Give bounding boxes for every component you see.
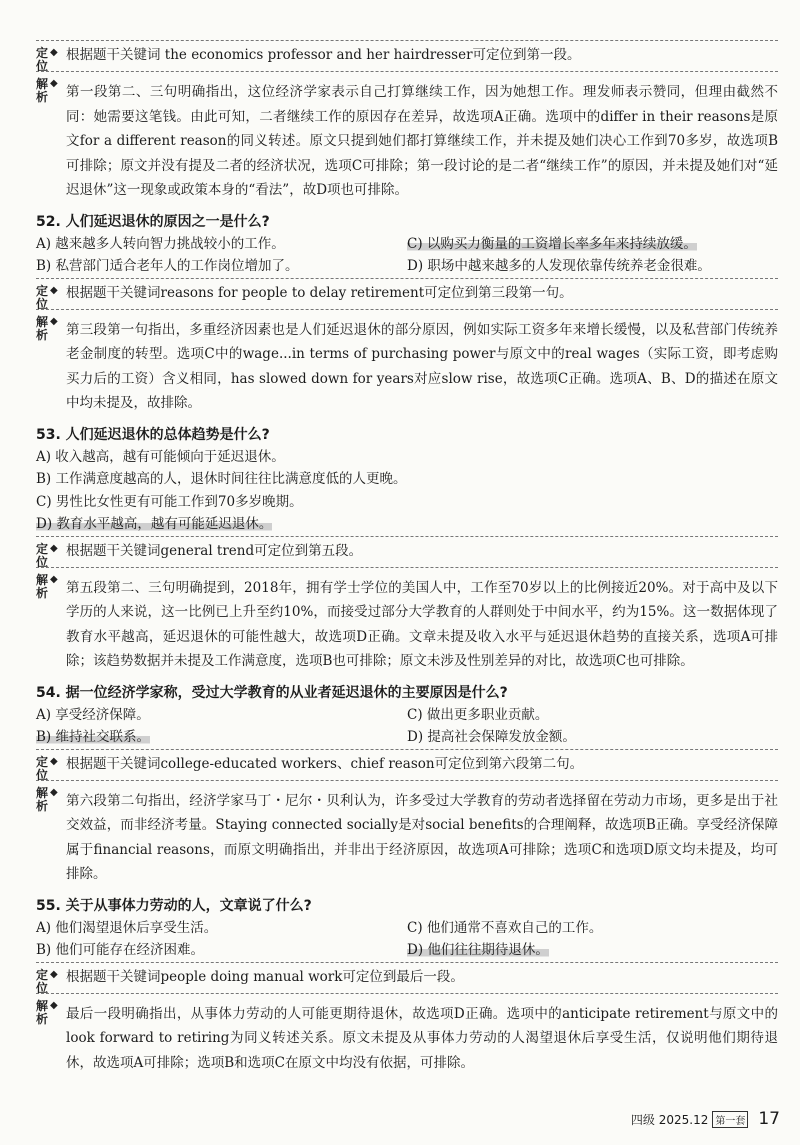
option-b: B) 工作满意度越高的人，退休时间往往比满意度低的人更晚。: [36, 471, 407, 487]
jiexi-text: 第五段第二、三句明确提到，2018年，拥有学士学位的美国人中，工作至70岁以上的比例接近20%。对于高中及以下学历的人来说，这一比例已上升至约10%，而接受过部分大学教育的人群则处于中间水平，约为15%。这一数据体现了教育水平越高，延迟退休的可能性越大，故选项D正确。文章未提及收入水平与延迟退休趋势的直接关系，选项A可排除；该趋势数据并未提及工作满意度，选项B也可排除；原文未涉及性别差异的对比，故选项C也可排除。: [66, 579, 778, 669]
ding-text: 根据题干关键词people doing manual work可定位到最后一段。: [66, 968, 464, 985]
option-c: [407, 233, 778, 256]
ding-text: 根据题干关键词college-educated workers、chief reason可定位到第六段第二句。: [66, 755, 584, 772]
options: [36, 446, 778, 536]
ding-text: 根据题干关键词general trend可定位到第五段。: [66, 542, 363, 559]
jiexi-block-54: [36, 780, 778, 893]
ding-tag: 定位 ◆: [36, 283, 58, 311]
jiexi-tag: 解析 ◆: [36, 998, 58, 1026]
option-a: A) 收入越高，越有可能倾向于延迟退休。: [36, 448, 285, 465]
option-a: A) 越来越多人转向智力挑战较小的工作。: [36, 235, 285, 252]
ding-tag: 定位 ◆: [36, 46, 58, 73]
jiexi-tag: 解析 ◆: [36, 572, 58, 600]
option-c: C) 做出更多职业贡献。: [407, 706, 549, 723]
options: [36, 704, 778, 749]
diamond-icon: ◆: [50, 786, 58, 798]
option-d: D) 职场中越来越多的人发现依靠传统养老金很难。: [407, 258, 711, 274]
jiexi-block-52: [36, 309, 778, 422]
option-d: [36, 513, 778, 536]
ding-tag: 定位 ◆: [36, 967, 58, 995]
issue-label: 四级 2025.12: [630, 1113, 709, 1127]
answer-highlight: D) 教育水平越高，越有可能延迟退休。: [36, 516, 273, 532]
diamond-icon: ◆: [50, 968, 58, 980]
diamond-icon: ◆: [50, 755, 58, 767]
ding-block-55: [36, 962, 778, 993]
diamond-icon: ◆: [50, 573, 58, 585]
jiexi-text: 第三段第一句指出，多重经济因素也是人们延迟退休的部分原因，例如实际工资多年来增长缓慢，以及私营部门传统养老金制度的转型。选项C中的wage...in terms of purchasing power与原文中的real wages（实际工资，即考虑购买力后的工资）含义相同，has slowed down for years对应slow rise，故选项C正确。选项A、B、D的描述在原文中均未提及，故排除。: [66, 321, 778, 411]
option-a: A) 享受经济保障。: [36, 706, 150, 723]
option-b: [36, 726, 407, 749]
question-title: 52. 人们延迟退休的原因之一是什么?: [36, 213, 270, 230]
ding-tag: 定位 ◆: [36, 541, 58, 569]
ding-text: 根据题干关键词reasons for people to delay retirement可定位到第三段第一句。: [66, 284, 573, 301]
option-d: D) 提高社会保障发放金额。: [407, 729, 576, 745]
option-c: C) 男性比女性更有可能工作到70多岁晚期。: [36, 493, 303, 510]
options: [36, 917, 778, 962]
ding-text: 根据题干关键词 the economics professor and her hairdresser可定位到第一段。: [66, 47, 581, 63]
jiexi-text: 第一段第二、三句明确指出，这位经济学家表示自己打算继续工作，因为她想工作。理发师表示赞同，但理由截然不同：她需要这笔钱。由此可知，二者继续工作的原因存在差异，故选项A正确。选项中的differ in their reasons是原文for a different reason的同义转述。原文只提到她们都打算继续工作，并未提及她们决心工作到70多岁，故选项B可排除；原文并没有提及二者的经济状况，选项C可排除；第一段讨论的是二者“继续工作”的原因，并未提及她们对“延迟退休”这一现象或政策本身的“看法”，故D项也可排除。: [66, 84, 778, 198]
ding-block-53: [36, 536, 778, 567]
answer-highlight: D) 他们往往期待退休。: [407, 942, 549, 958]
ding-tag: 定位 ◆: [36, 754, 58, 782]
jiexi-block-1: [36, 71, 778, 209]
page: [36, 40, 778, 1081]
question-54: [36, 682, 778, 749]
question-55: [36, 895, 778, 962]
ding-block-1: [36, 40, 778, 71]
jiexi-text: 最后一段明确指出，从事体力劳动的人可能更期待退休，故选项D正确。选项中的anticipate retirement与原文中的look forward to retiring为同义转述关系。原文未提及从事体力劳动的人渴望退休后享受生活，仅说明他们期待退休，故选项A可排除；选项B和选项C在原文中均没有依据，可排除。: [66, 1005, 778, 1071]
jiexi-tag: 解析 ◆: [36, 77, 58, 104]
jiexi-text: 第六段第二句指出，经济学家马丁・尼尔・贝利认为，许多受过大学教育的劳动者选择留在劳动力市场，更多是出于社交效益，而非经济考量。Staying connected socially是对social benefits的合理阐释，故选项B正确。享受经济保障属于financial reasons，而原文明确指出，并非出于经济原因，故选项A可排除；选项C和选项D原文均未提及，均可排除。: [66, 792, 778, 882]
set-tab: 第一套: [712, 1111, 748, 1128]
diamond-icon: ◆: [50, 284, 58, 296]
option-b: B) 他们可能存在经济困难。: [36, 942, 204, 958]
page-number: 17: [758, 1109, 780, 1129]
question-53: [36, 424, 778, 536]
question-title: 55. 关于从事体力劳动的人，文章说了什么?: [36, 897, 312, 914]
question-title: 53. 人们延迟退休的总体趋势是什么?: [36, 426, 270, 443]
diamond-icon: ◆: [50, 47, 58, 58]
ding-block-54: [36, 749, 778, 780]
question-52: [36, 211, 778, 278]
jiexi-block-53: [36, 567, 778, 680]
answer-highlight: B) 维持社交联系。: [36, 729, 150, 745]
diamond-icon: ◆: [50, 542, 58, 554]
option-b: B) 私营部门适合老年人的工作岗位增加了。: [36, 258, 299, 274]
options: [36, 233, 778, 278]
answer-highlight: C) 以购买力衡量的工资增长率多年来持续放缓。: [407, 235, 697, 252]
diamond-icon: ◆: [50, 999, 58, 1011]
option-a: A) 他们渴望退休后享受生活。: [36, 919, 218, 936]
diamond-icon: ◆: [50, 78, 58, 89]
page-footer: [631, 1109, 780, 1129]
question-title: 54. 据一位经济学家称，受过大学教育的从业者延迟退休的主要原因是什么?: [36, 684, 508, 701]
ding-block-52: [36, 278, 778, 309]
jiexi-tag: 解析 ◆: [36, 785, 58, 813]
option-d: [407, 939, 778, 962]
jiexi-block-55: [36, 993, 778, 1082]
option-c: C) 他们通常不喜欢自己的工作。: [407, 919, 603, 936]
jiexi-tag: 解析 ◆: [36, 314, 58, 342]
diamond-icon: ◆: [50, 315, 58, 327]
